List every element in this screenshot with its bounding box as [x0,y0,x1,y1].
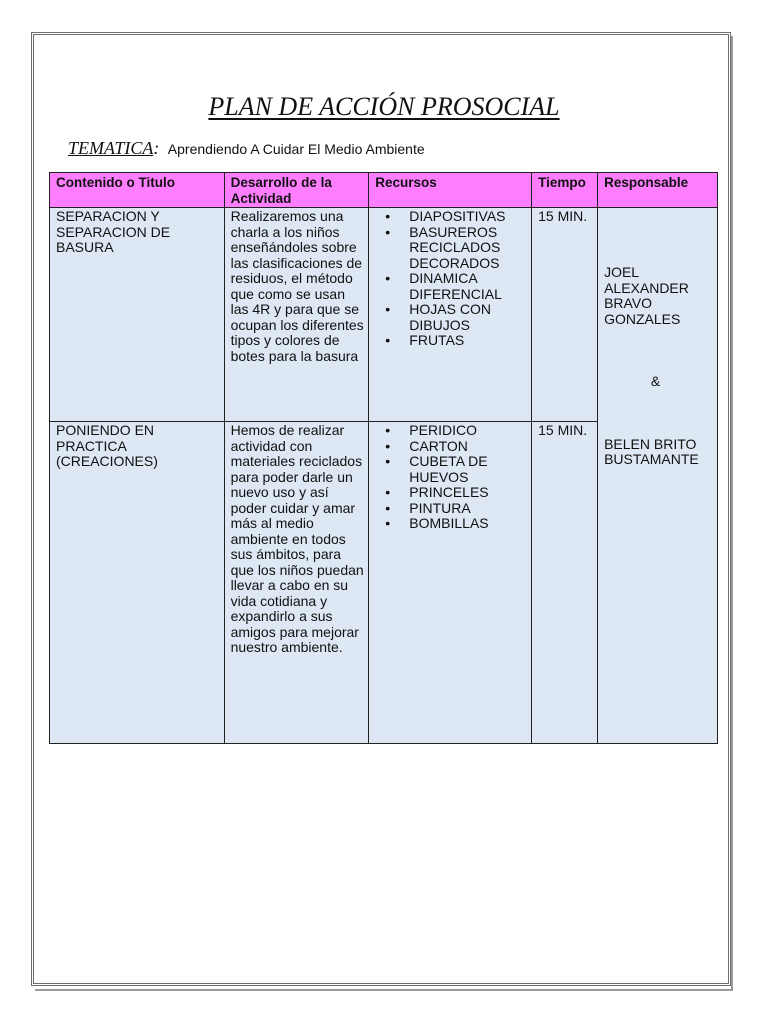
cell-recursos [369,208,532,422]
document-title: PLAN DE ACCIÓN PROSOCIAL [208,92,560,121]
table-row [50,208,718,422]
list-item: • HOJAS CON DIBUJOS [409,302,527,333]
list-item: • PINTURA [409,501,527,517]
cell-desarrollo: Realizaremos una charla a los niños enseñándoles sobre las clasificaciones de residuos, el método que como se usan las 4R y para que se ocupan los diferentes tipos y colores de botes para la basura [224,208,369,422]
action-plan-table [49,172,718,744]
list-item: • CARTON [409,439,527,455]
cell-desarrollo: Hemos de realizar actividad con materiales reciclados para poder darle un nuevo uso y así poder cuidar y amar más al medio ambiente en todos sus ámbitos, para que los niños puedan llevar a cabo en su vida cotidiana y expandirlo a sus amigos para mejorar nuestro ambiente. [224,422,369,744]
header-desarrollo: Desarrollo de la Actividad [224,173,369,208]
header-tiempo: Tiempo [532,173,598,208]
responsable-second: BELEN BRITO BUSTAMANTE [604,435,699,467]
resources-list [375,423,527,532]
header-contenido: Contenido o Titulo [50,173,225,208]
tematica-colon: : [153,138,160,158]
list-item: • BASUREROS RECICLADOS DECORADOS [409,225,527,272]
cell-responsable [598,208,718,744]
list-item: • DIAPOSITIVAS [409,209,527,225]
table-header-row [50,173,718,208]
list-item: • DINAMICA DIFERENCIAL [409,271,527,302]
cell-recursos [369,422,532,744]
header-recursos: Recursos [369,173,532,208]
cell-contenido: PONIENDO EN PRACTICA (CREACIONES) [50,422,225,744]
tematica-line [68,138,425,159]
tematica-value: Aprendiendo A Cuidar El Medio Ambiente [167,141,425,157]
responsable-ampersand: & [650,373,661,389]
list-item: • FRUTAS [409,333,527,349]
header-responsable: Responsable [598,173,718,208]
list-item: • BOMBILLAS [409,516,527,532]
list-item: • CUBETA DE HUEVOS [409,454,527,485]
resources-list [375,209,527,349]
cell-tiempo: 15 MIN. [532,208,598,422]
list-item: • PERIDICO [409,423,527,439]
responsable-first: JOEL ALEXANDER BRAVO GONZALES [604,264,689,327]
cell-tiempo: 15 MIN. [532,422,598,744]
cell-contenido: SEPARACION Y SEPARACION DE BASURA [50,208,225,422]
tematica-label: TEMATICA [68,138,154,158]
list-item: • PRINCELES [409,485,527,501]
